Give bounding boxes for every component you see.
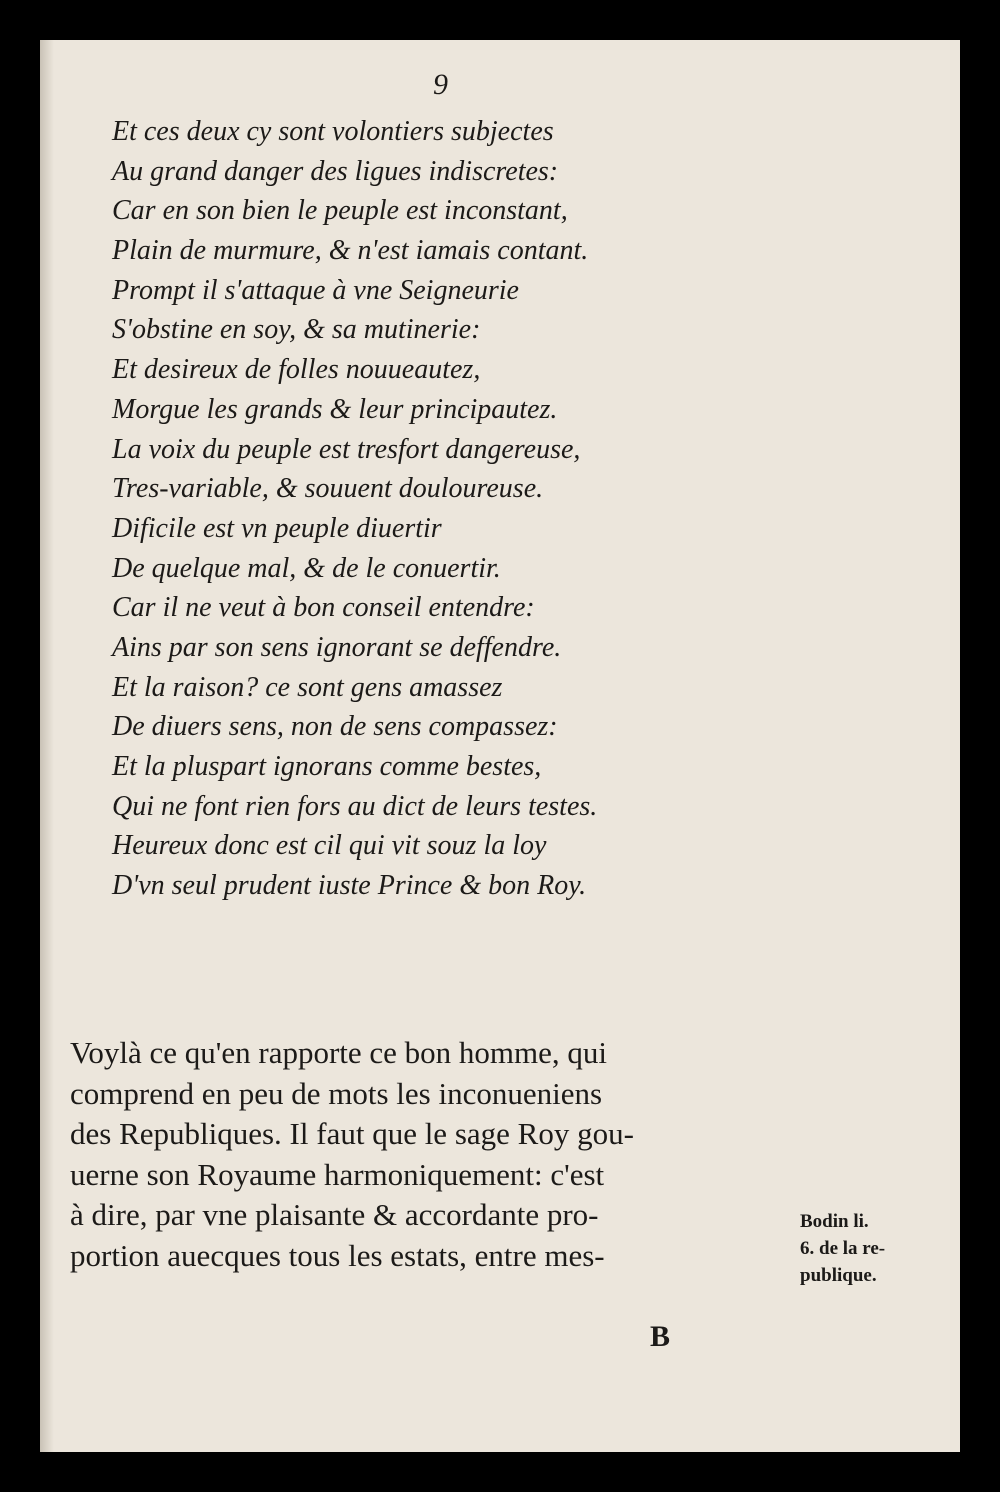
verse-line: Tres-variable, & souuent douloureuse. <box>112 473 544 505</box>
verse-line: S'obstine en soy, & sa mutinerie: <box>112 314 481 346</box>
verse-line: Car il ne veut à bon conseil entendre: <box>112 592 535 624</box>
verse-line: Et la pluspart ignorans comme bestes, <box>112 751 542 782</box>
margin-note-line: Bodin li. <box>800 1211 869 1232</box>
verse-line: Morgue les grands & leur principautez. <box>112 393 558 425</box>
prose-line: uerne son Royaume harmoniquement: c'est <box>70 1156 605 1192</box>
signature-mark: B <box>650 1320 671 1353</box>
verse-line: Et desireux de folles nouueautez, <box>112 354 481 386</box>
page-number: 9 <box>433 68 448 101</box>
verse-block <box>112 112 597 906</box>
verse-line: Et ces deux cy sont volontiers subjectes <box>112 116 554 147</box>
verse-line: Et la raison? ce sont gens amassez <box>112 671 503 703</box>
book-page <box>40 40 960 1452</box>
verse-line: Dificile est vn peuple diuertir <box>112 512 442 544</box>
verse-line: D'vn seul prudent iuste Prince & bon Roy. <box>112 870 587 902</box>
verse-line: La voix du peuple est tresfort dangereuse, <box>112 433 581 465</box>
prose-line: Voylà ce qu'en rapporte ce bon homme, qui <box>70 1035 608 1070</box>
verse-line: Ains par son sens ignorant se deffendre. <box>112 631 562 663</box>
verse-line: Qui ne font rien fors au dict de leurs testes. <box>112 790 598 822</box>
margin-note-line: 6. de la re- <box>800 1238 886 1259</box>
verse-line: Plain de murmure, & n'est iamais contant. <box>112 235 589 267</box>
verse-line: Prompt il s'attaque à vne Seigneurie <box>112 274 519 306</box>
prose-line: des Republiques. Il faut que le sage Roy gou- <box>70 1116 634 1152</box>
prose-line: comprend en peu de mots les inconueniens <box>70 1075 603 1111</box>
margin-note-line: publique. <box>800 1265 877 1286</box>
gutter-shadow <box>40 40 54 1452</box>
verse-line: De diuers sens, non de sens compassez: <box>112 711 558 743</box>
prose-line: portion auecques tous les estats, entre mes- <box>70 1237 605 1273</box>
prose-block <box>70 1033 810 1277</box>
prose-line: à dire, par vne plaisante & accordante pro- <box>70 1197 599 1233</box>
verse-line: Heureux donc est cil qui vit souz la loy <box>112 830 547 862</box>
verse-line: Car en son bien le peuple est inconstant, <box>112 195 568 227</box>
verse-line: Au grand danger des ligues indiscretes: <box>112 155 559 187</box>
margin-note <box>800 1208 885 1289</box>
verse-line: De quelque mal, & de le conuertir. <box>112 552 501 584</box>
